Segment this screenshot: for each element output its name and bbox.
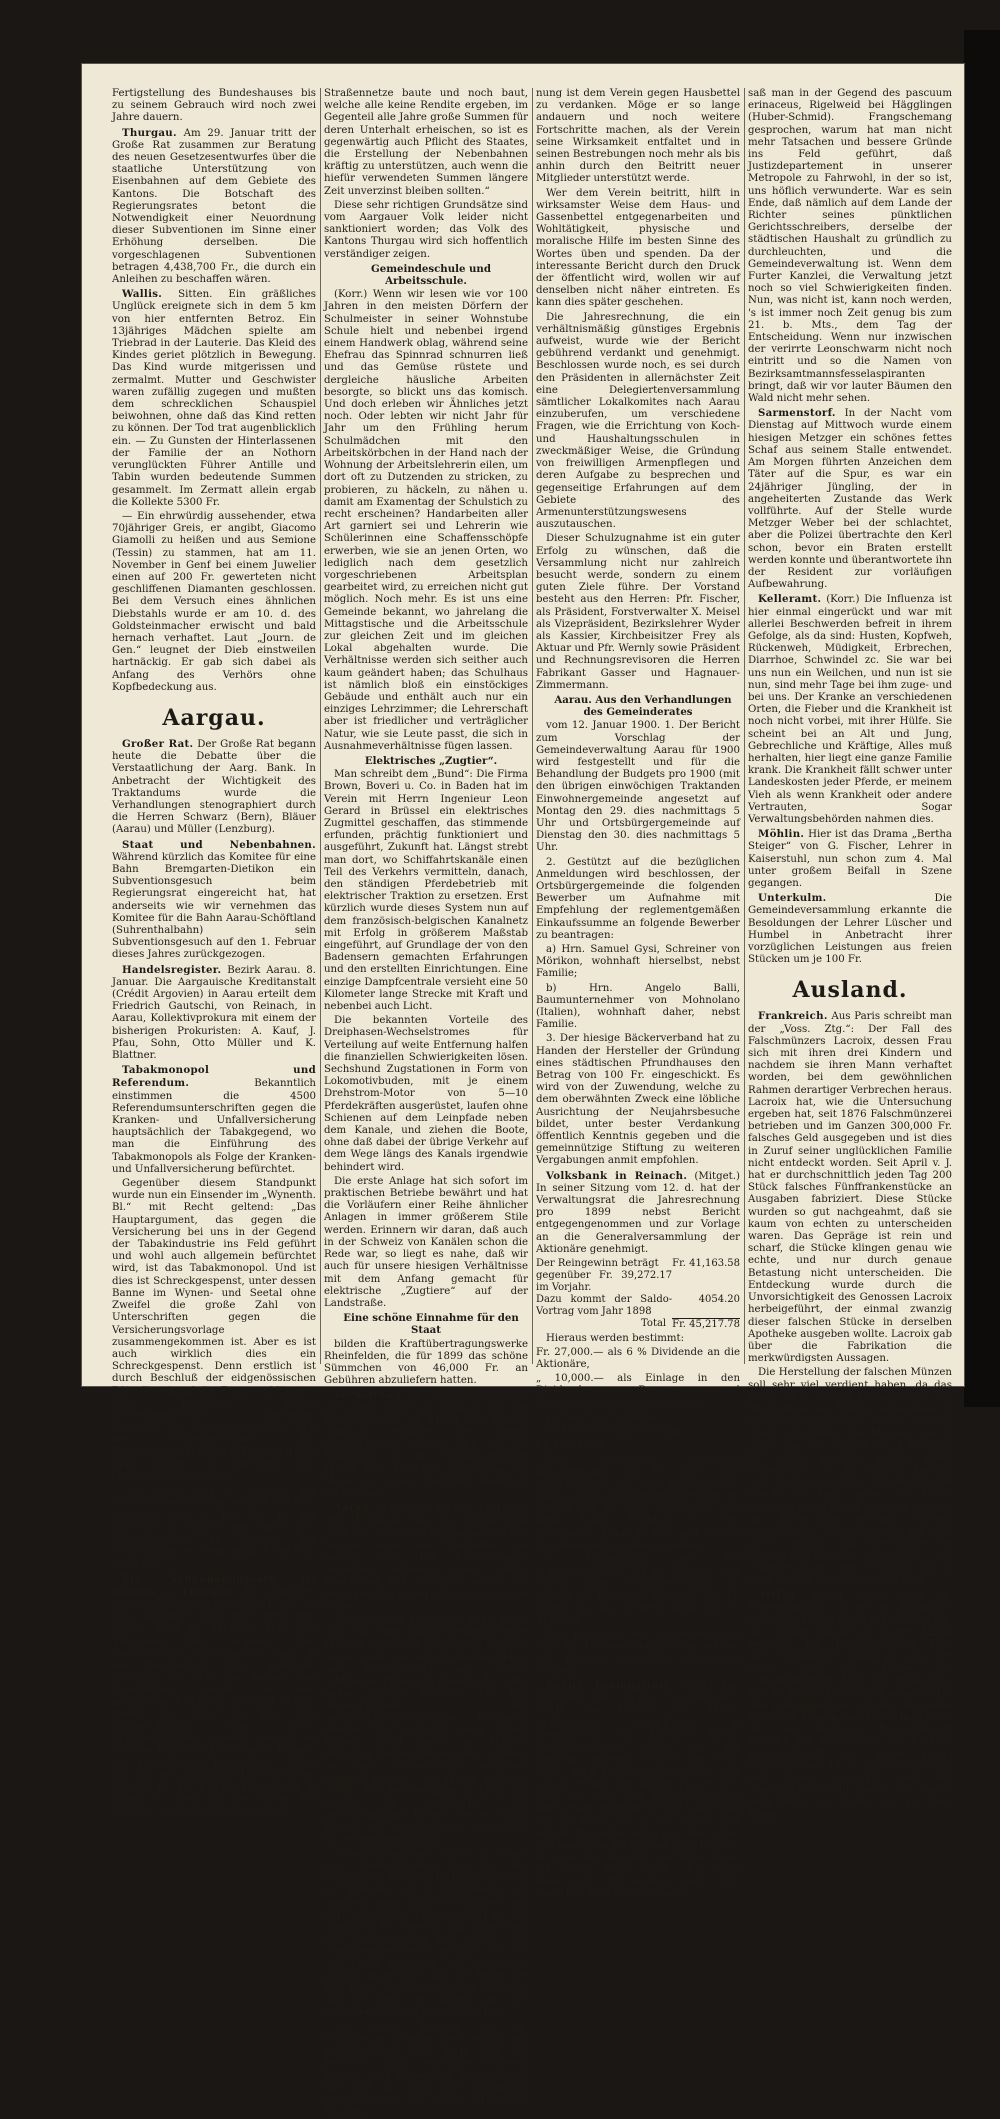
headline: Tabakmonopol und Referendum. xyxy=(112,1064,316,1090)
article-paragraph: Fertigstellung des Bundeshauses bis zu seinem Gebrauch wird noch zwei Jahre dauern. xyxy=(112,88,316,124)
article-paragraph: — Ein ehrwürdig aussehender, etwa 70jähriger Greis, er angibt, Giacomo Giamolli zu heißen und aus Semione (Tessin) zu stammen, hat am 11. November in Genf bei einem Juwelier einen auf 200 Fr. gewerteten nicht geschliffenen Diamanten geschlossen. Bei dem Versuch eines ähnlichen Diebstahls wurde er am 10. d. des Goldsteinmacher erwischt und bald hernach verhaftet. Laut „Journ. de Gen.“ leugnet der Dieb einstweilen hartnäckig. Er gab sich dabei als Anfang des Verhörs ohne Kopfbedeckung aus. xyxy=(112,510,316,693)
article-paragraph: Der genannte Verein wurde im Jahre 1881 von einer Anzahl gemeinnütziger Männer von Aarau gegründet, um dem immer mehr um sich greifenden Haus- und Gassenbettel mit seinen schlimmen Folgen zu steuern. Es sollte dahin gewirkt werden, daß nur unverschuldete und unterstützungsbedürftige Personen, welche von auswärts nach Aarau kamen, nicht mehr die Häuser absuchen und betteln müßten, sondern an eine Almosenstelle gewiesen werden können, wo ihnen geholfen würde. Die Bestrebungen richten sich gegen die handwerks- und gewerbsmäßige Bettel, wie er durch Kinder und arbeitsscheue, liederliche Leute betrieben wurde. xyxy=(324,1614,528,1846)
article-moehlin xyxy=(748,828,952,890)
article-afrika xyxy=(748,1589,952,1822)
section-heading-aargau: Aargau. xyxy=(162,704,266,731)
article-paragraph: Gegenüber diesem Standpunkt wurde nun ein Einsender im „Wynenth. Bl.“ mit Recht geltend: „Das Hauptargument, das gegen die Versicherung bei uns in der Gegend der Tabakindustrie ins Feld geführt und wohl auch allgemein befürchtet wird, ist das Tabakmonopol. Und ist dies ist Schreckgespenst, unter dessen Banne im Wynen- und Seetal ohne Zweifel die große Zahl von Unterschriften gegen die Versicherungsvorlage zusammengekommen ist. Aber es ist auch wirklich dies ein Schreckgespenst. Denn erstlich ist durch Beschluß der eidgenössischen Räte für einmal die Frage auf längere Zeit begraben. Einem Wiederauferstehen derselben begegnet der monopolfeindliche Sinn des Schweizervolkes. Ein Zeitungsgesetz, das mit Tabak auf den Kopf gestellt ist unterlegt sich vielmehr dem Monopol. xyxy=(112,1178,316,1482)
article-grosser-rat xyxy=(112,738,316,837)
article-paragraph: Zur Passation der Jahresrechnung wird die Aktionärversammlung auf den 10. Februar nächsthin einberufen werden. xyxy=(536,1629,740,1677)
table-cell: Der Reingewinn beträgt xyxy=(536,1258,659,1270)
list-item: b) Hrn. Angelo Balli, Baumunternehmer von Mohnolano (Italien), wohnhaft daher, nebst Familie. xyxy=(536,982,740,1031)
article-bremgarten xyxy=(536,1680,740,1901)
article-paragraph: Hieraus werden bestimmt: xyxy=(546,1332,685,1344)
article-text: In der Untauerstraße zu Luzern wurde am Samstag von der Kantonspolizei ein Meier von Bettwil (Aargau) verhaftet, der wegen Straßenraubes verfolgt wird und des Einbruchs in die Stationsgebäude Mosen und Hitzkirch verdächtig ist. Meier ist wegen Diebstahl mehrfach vorbestraft. xyxy=(324,1390,528,1499)
headline: Gemeindeschule und Arbeitsschule. xyxy=(371,262,491,288)
article-text: Ein ähnliches Nebenbahn-Subventionsgesetz, wie es vom Aargauer Volk jetzt verworfen wurde, wird im nächster Zeit dem Thurgauer Volk vorgelegt. Der thurgauische Regierungsrat sagt in der Begründung unter anderem: „Solange es sich um Anlage von Eisenbahnen handelt, die eine ordentliche Rendite in Aussicht stellen, finden sich leicht die Bau- und Betriebskapital ohne große Schwierigkeiten. Anders verhält es sich bei Bahnstrecken zweiten Ranges mit zweifelhafter Rentabilität, deren Bau nur mit staatlicher Unterstützung möglich ist. Die Eisenbahnen treten je länger je mehr an die Stelle der Straßen, und wie der Staat früher xyxy=(112,1586,317,1818)
table-cell: Dazu kommt der Saldo-Vortrag vom Jahr 1898 xyxy=(536,1294,673,1318)
article-paragraph: 2. Gestützt auf die bezüglichen Anmeldungen wird beschlossen, der Ortsbürgergemeinde die folgenden Bewerber um Aufnahme mit Empfehlung der reglementgemäßen Einkaufssumme an folgende Bewerber zu beantragen: xyxy=(536,856,740,941)
headline: Afrika. xyxy=(758,1588,799,1601)
article-paragraph: saß man in der Gegend des pascuum erinaceus, Rigelweid bei Hägglingen (Huber-Schmid). Frangschemang gesprochen, warum hat man nicht mehr Tatsachen und bessere Gründe ins Feld geführt, daß Justizdepartement in unserer Metropole zu Fahrwohl, in der so ist, uns höflich verwunderte. War es sein Ende, daß nämlich auf dem Lande der Richter seines pünktlichen Gerichtsschreibers, derselbe der städtischen Haushalt zu gründlich zu durchleuchten, und die Gemeindeverwaltung ist. Wenn dem Furter Kanzlei, die Verwaltung jetzt noch so viel Schwierigkeiten finden. Nun, was nicht ist, kann noch werden, 's ist immer noch Zeit genug bis zum 21. b. Mts., dem Tag der Entscheidung. Wenn nur inzwischen der verirrte Leonschwarm nicht noch eintritt und so die Namen von Bezirksamtmannsfesselaspiranten bringt, daß wir vor lauter Bäumen den Wald nicht mehr sehen. xyxy=(748,88,952,405)
article-text: (Mitget.) In seiner Sitzung vom 12. d. hat der Verwaltungsrat die Jahresrechnung pro 1899 nebst Bericht entgegengenommen und zur Vorlage an die Generalversammlung der Aktionäre genehmigt. xyxy=(536,1170,740,1255)
table-row xyxy=(536,1318,740,1331)
article-text: Khaki nennt man die Tropenuniform, in der die Engländer gegen die Buren fechten. Das Wort wie die Uniform kommt aus Indien. Khaki bedeutet im Hindostanischen Erd- oder Staubfarbe, Khaki ist also der Staub und die Farbe der schmutziggelben Erde von Hindostan. Seit 20 Jahren haben die Engländer für ihre Kolonialarmee in Indien die heiße Hitze der Tropen eine Uniform gehabt, die aus leichtem Baumwollstoff besteht. Die Uniform ist aus leichten Baumwollstoff, ein ganze Khaki Uniform etwa 14 Fr. Die Stiefel sind aus Leder gemacht, und den sogenannten Schuh gegen die Sonne, dem Helm von Kork, aus auf dem Kopfe. xyxy=(748,1589,952,1821)
article-text: Bezirk Aarau. 8. Januar. Die Aargauische Kreditanstalt (Crédit Argovien) in Aarau erteilt dem Friedrich Gautschi, von Reinach, in Aarau, Kollektivprokura mit einem der bisherigen Prokuristen: A. Kauf, J. Pfau, Sohn, Otto Müller und K. Blattner. xyxy=(112,964,316,1062)
headline: Thurgau. xyxy=(122,126,177,139)
column-rule xyxy=(320,88,321,1364)
article-text: Bekanntlich einstimmen die 4500 Referendumsunterschriften gegen die Kranken- und Unfallversicherung hauptsächlich der Tabakgegend, wo man die Einführung des Tabakmonopols als Folge der Kranken- und Unfallversicherung befürchtet. xyxy=(112,1078,316,1175)
article-frankreich xyxy=(748,1010,952,1365)
column-4 xyxy=(748,88,952,1821)
column-rule xyxy=(532,88,533,1364)
article-paragraph: Eine abermalige freiwillige Abschreibung von Fr. 3000 wird vorgenommen auf dem Bankgebäude-Conto und zu wohltätigen Zwecken ein Betrag von Fr. 500 ausgesetzt, was beim Konto Fränkal Fr. 500 zukommen. Beide Posten sind bereits vom Reingewinn abgeschrieben. xyxy=(536,1454,740,1551)
article-paragraph: In Verbindung mit der Kapitalerhöhung auf Fr. 500,000 und durch obige Gewinnverteilung ist wieder die Reserven abermals um Fr. 30,000 zu, und steigen damit auf Fr. 110,000. xyxy=(536,1554,740,1627)
list-item: Fr. 27,000.— als 6 % Dividende an die Aktionäre, xyxy=(536,1346,740,1370)
article-paragraph: Straßennetze baute und noch baut, welche alle keine Rendite ergeben, im Gegenteil alle Jahre große Summen für deren Unterhalt erheischen, so ist es gegenwärtig auch Pflicht des Staates, die Erstellung der Nebenbahnen kräftig zu unterstützen, auch wenn die hiefür verwendeten Summen längere Zeit unverzinst bleiben sollten.“ xyxy=(324,88,528,197)
article-text: Der Große Rat begann heute die Debatte über die Verstaatlichung der Aarg. Bank. In Anbetracht der Wichtigkeit des Traktandums wurde die Verhandlungen stenographiert durch die Herren Schwarz (Bern), Bläuer (Aarau) und Müller (Lenzburg). xyxy=(112,738,316,836)
table-cell: 4054.20 xyxy=(672,1294,740,1318)
article-text: (Korr.) Die Nummer der „Aarg. Nachrichten“, worin die Lesern den Herrn Stadtrichter Suter-Furrer in Bremgarten vom Rücktritt Herrn Bezirksamtmann Seiler sel. zur Kenntnis gegeben wurde, hat noch nicht ganz trockener geworden und schon ertönte die bange Frage: Wer wird nun jetzt den frei gewordenen Amtssessel einnehmen? Wie bange und wie so rasch es an der Stelle und ernster Bewerber nötig hat. Wie sollen wie kann man nicht ganz unterrichten, ob man das Richtige getroffen habe. Da sprach einer Mann: „Ich hätte keine Lust!“ Ein anderer sagte: „Wir brauchen kein neuen Namen“. xyxy=(536,1681,740,1900)
list-item: Fr. 45,217.78. xyxy=(536,1440,609,1452)
list-item: „ 4,374.45 als Tantième, xyxy=(536,1411,662,1423)
article-thurgau xyxy=(112,127,316,287)
headline: Ein Nebenbahngesetz im Kanton — Thurgau. xyxy=(112,1572,316,1598)
article-paragraph: Das beste Zeugnis für die erfolgreiche Tätigkeit der Central- und Lokalstationen liegt darin, daß der Bettel in Aarau gegenüber früheren Jahren ganz bedeutend abgenommen hat und sie auch fast vollständig verschwunden ist. Diese erfreuliche Erschei- xyxy=(324,2021,528,2119)
article-wallis xyxy=(112,288,316,509)
headline: Unterkulm. xyxy=(758,892,827,905)
headline: Volksbank in Reinach. xyxy=(546,1169,688,1182)
article-verhaftung xyxy=(324,1389,528,1500)
article-nebenbahn xyxy=(112,1573,316,1819)
table-row xyxy=(536,1294,740,1318)
article-text: Hier ist das Drama „Bertha Steiger“ von G. Fischer, Lehrer in Kaiserstuhl, nun schon zum 4. Mal unter großem Beifall in Szene gegangen. xyxy=(748,829,952,889)
headline: Sarmenstorf. xyxy=(758,407,836,420)
article-sarmenstorf xyxy=(748,407,952,591)
column-1 xyxy=(112,88,317,1818)
article-text: Aus Paris schreibt man der „Voss. Ztg.“: Der Fall des Falschmünzers Lacroix, dessen Frau sich mit ihren drei Kindern und nachdem sie ihren Mann verhaftet worden, bei dem gewöhnlichen Rahmen derartiger Verbrechen heraus. Lacroix hat, wie die Untersuchung ergeben hat, seit 1876 Falschmünzerei betrieben und im Ganzen 300,000 Fr. falsches Geld ausgegeben und ist dies in Zuruf seiner unglücklichen Familie nicht entdeckt worden. Seit April v. J. hat er durchschnittlich jeden Tag 200 Stück falsches Fünffrankenstücke an Ausgaben fabriziert. Diese Stücke wurden so gut nachgeahmt, daß sie kaum von echten zu unterscheiden waren. Das Gepräge ist rein und scharf, die Stücke klingen genau wie echte, und nur durch genaue Betastung nicht unterscheiden. Die Entdeckung wurde durch die Unvorsichtigkeit des Genossen Lacroix herbeigeführt, der einmal zwanzig dieser falschen Stücke in derselben Apotheke ausgeben wollte. Lacroix gab über die Fabrikation die merkwürdigsten Aussagen. xyxy=(748,1011,952,1365)
headline: Möhlin. xyxy=(758,828,805,841)
article-text: Sitten. Ein gräßliches Unglück ereignete sich in dem 5 km von hier entfernten Betroz. Ein 13jähriges Mädchen spielte am Triebrad in der Lauterie. Das Kleid des Kindes geriet plötzlich in Bewegung. Das Kind wurde mitgerissen und zermalmt. Mutter und Geschwister waren zufällig zugegen und mußten dem schrecklichen Schauspiel beiwohnen, ohne daß das Kind retten zu können. Der Tod trat augenblicklich ein. — Zu Gunsten der Hinterlassenen der Familie der an Nothorn verunglückten Führer Antille und Tabin wurden bedeutende Summen gesammelt. Im Zermatt allein ergab die Kollekte 5300 Fr. xyxy=(112,289,316,508)
article-paragraph: (Korr.) Wenn wir lesen wie vor 100 Jahren in den meisten Dörfern der Schulmeister in seiner Wohnstube Schule hielt und nebenbei irgend einem Handwerk oblag, während seine Ehefrau das Spinnrad schnurren ließ und das Gemüse rüstete und dergleiche häusliche Arbeiten besorgte, so blickt uns das komisch. Und doch erleben wir Ähnliches jetzt noch. Oder lebten wir nicht Jahr für Jahr um den Frühling herum Schulmädchen mit den Arbeitskörbchen in der Hand nach der Wohnung der Arbeitslehrerin eilen, um dort oft zu Dutzenden zu stricken, zu probieren, zu häckeln, zu nähen u. damit am Examentag der Schulstich zu recht erscheinen? Handarbeiten aller Art garniert sei und Lehrerin wie Schülerinnen eine Schaffensschöpfe erwerben, wie sie an jenen Orten, wo lediglich nach dem gesetzlich vorgeschriebenen Arbeitsplan gearbeitet wird, zu erreichen nicht gut möglich. Noch mehr. Es ist uns eine Gemeinde bekannt, wo jahrelang die Mittagstische und die Arbeitsschule zur gleichen Zeit und im gleichen Lokal abgehalten wurde. Die Verhältnisse werden sich seither auch kaum geändert haben; das Schulhaus ist nämlich bloß ein einstöckiges Gebäude und enthält auch nur ein einziges Lehrzimmer; die Lehrerschaft aber ist friedlicher und verträglicher Natur, wie sie Leute passt, die sich in Ausnahmeverhältnisse fügen lassen. xyxy=(324,289,528,752)
article-aarau xyxy=(324,1502,528,1613)
headline: Frankreich. xyxy=(758,1010,828,1023)
article-tabakmonopol xyxy=(112,1064,316,1176)
article-text: (Korresp.) Letzten Mittwoch den 10. Januar fand im Gasthof zum „Ochsen“ die Generalversammlung des Vereins gegen den Hausbettel von Aarau statt. Die Bestrebungen desselben verdienen unsere vollste Beachtung und deswegen lassen wir auch eine kurze Berichterstattung hier folgen. xyxy=(324,1503,528,1612)
article-paragraph: Die bekannten Vorteile des Dreiphasen-Wechselstromes für Verteilung auf weite Entfernung halfen die finanziellen Schwierigkeiten lösen. Sechshund Zugstationen in Form von Lokomotivbuden, mit je einem Drehstrom-Motor von 5—10 Pferdekräften ausgerüstet, laufen ohne Schienen auf dem Leinpfade neben dem Kanale, und ziehen die Boote, ohne daß dabei der übrige Verkehr auf dem Wege längs des Kanals irgendwie behindert wird. xyxy=(324,1015,528,1173)
section-heading-ausland: Ausland. xyxy=(792,977,908,1004)
article-paragraph: Man schreibt dem „Bund“: Die Firma Brown, Boveri u. Co. in Baden hat im Verein mit Herrn Ingenieur Leon Gerard in Brüssel ein elektrisches Zugmittel geschaffen, das stimmende erfunden, prächtig funktioniert und ausgeführt, Zukunft hat. Längst strebt man dort, wo Schiffahrtskanäle einen Teil des Verkehrs vermitteln, danach, den ständigen Pferdebetrieb mit elektrischer Traktion zu ersetzen. Erst kürzlich wurde dieses System nun auf dem französisch-belgischen Kanalnetz mit Erfolg in größerem Maßstab eingeführt, auf Grundlage der von den Badensern gemachten Erfahrungen und den erstellten Einrichtungen. Eine einzige Dampfcentrale versieht eine 50 Kilometer lange Strecke mit Kraft und nebenbei auch Licht. xyxy=(324,769,528,1013)
article-paragraph: nung ist dem Verein gegen Hausbettel zu verdanken. Möge er so lange andauern und noch weitere Fortschritte machen, als der Verein seine Wirksamkeit entfaltet und in seinen Bestrebungen noch mehr als bis anhin durch den Beitritt neuer Mitglieder unterstützt werde. xyxy=(536,88,740,185)
article-text: Die Gemeindeversammlung erkannte die Besoldungen der Lehrer Lüscher und Humbel in Anbetracht ihrer vorzüglichen Leistungen aus freien Stücken um je 100 Fr. xyxy=(748,893,952,966)
article-paragraph: Dementsprechend wurde in Aarau eine Centralstation und in den Gemeinden des Bezirks Lokalstationen mit Komitee von 3 Mitgliedern, von welchen einem nicht Ortsbürger sein darf, gegründet. Ferner gehört zu den Aufgaben des Vereins und Almosenier der Centralstation bei erfolg- und segensreicher Weise gewirkt, viel Not und Elend gemildert und namentlich darauf hingewirkt, daß die Hülfe der Zeit keine Bettel ergebenen Personen auf die Bahn der Arbeit und des sittlichen Wandels geleitet werden. xyxy=(324,1848,528,2019)
article-paragraph: Die Herstellung der falschen Münzen soll sehr viel verdient haben, da das Silber nicht billiger zu haben ist. Zur Herstellung der Münze verwendete er 900/1000 feines Silber, so viel, wie der Staat vorschreibt. Die Münzen, die er selbst um den Betrag von 1 Franken für Stück machte, hatten mehr Silbergehalt als die echten. Lacroix sagt, daß er ungefähr 150,000 falsche Stücke in Paris unter die Leute gebracht habe. Durch ein ganz fein auf die Entdeckung erfolgte Prüfung wurde in der Tat festgestellt, daß man durch Gewicht und Wiedergabe die Münzenfälschungen besonders gut erkennen kann. Sein Geschäft war in ganz kleiner Umfang eingerichtet. xyxy=(748,1367,952,1586)
headline: Bezirk Bremgarten. xyxy=(546,1680,671,1693)
article-kelleramt xyxy=(748,593,952,826)
headline: Staat und Nebenbahnen. xyxy=(122,838,316,851)
headline: Wallis. xyxy=(122,288,163,301)
list-item: „ 3,843.33 als Saldo-Vortrag. xyxy=(536,1426,685,1438)
headline: Elektrisches „Zugtier“. xyxy=(364,754,498,767)
list-item: a) Hrn. Samuel Gysi, Schreiner von Mörikon, wohnhaft hierselbst, nebst Familie; xyxy=(536,944,740,980)
headline: Eine schöne Einnahme für den Staat xyxy=(343,1312,519,1337)
article-volksbank xyxy=(536,1170,740,1256)
article-staat xyxy=(112,839,316,962)
table-cell: Fr. 41,163.58 xyxy=(672,1258,740,1270)
table-row xyxy=(536,1270,740,1294)
article-paragraph: Diese sehr richtigen Grundsätze sind vom Aargauer Volk leider nicht sanktioniert worden; das Volk des Kantons Thurgau wird sich hoffentlich verständiger zeigen. xyxy=(324,199,528,260)
scan-border xyxy=(964,30,1000,1407)
column-3 xyxy=(536,88,740,1900)
table-cell: Fr. 45,217.78 xyxy=(672,1318,740,1330)
article-paragraph: Die Jahresrechnung, die ein verhältnismäßig günstiges Ergebnis aufweist, wurde wie der Bericht gebührend verdankt und genehmigt. Beschlossen wurde noch, es sei durch den Präsidenten in allernächster Zeit eine Delegiertenversammlung sämtlicher Lokalkomites nach Aarau einzuberufen, um verschiedene Fragen, wie die Errichtung von Koch- und Haushaltungsschulen in zweckmäßiger Weise, die Gründung von freiwilligen Armenpflegen und deren Aufgabe zu besprechen und gegenseitige Erfahrungen auf dem Gebiete des Armenunterstützungswesens auszutauschen. xyxy=(536,311,740,531)
article-paragraph: Die erste Anlage hat sich sofort im praktischen Betriebe bewährt und hat die Vorläufern einer Reihe ähnlicher Anlagen in immer größerem Stile werden. Erinnern wir daran, daß auch in der Schweiz von Kanälen schon die Rede war, so liegt es nahe, daß wir auch für unsere hiesigen Verhältnisse mit dem Anfang gemacht für elektrische „Zugtiere“ auf der Landstraße. xyxy=(324,1175,528,1309)
article-paragraph: vom 12. Januar 1900. 1. Der Bericht zum Vorschlag der Gemeindeverwaltung Aarau für 1900 wird festgestellt und für die Behandlung der Budgets pro 1900 (mit den übrigen einwöchigen Traktanden Einwohnergemeinde angesetzt auf Montag den 29. dies nachmittags 5 Uhr und Ortsbürgergemeinde auf Dienstag den 30. dies nachmittags 5 Uhr. xyxy=(536,720,740,854)
article-paragraph: Wer dem Verein beitritt, hilft in wirksamster Weise dem Haus- und Gassenbettel entgegenarbeiten und Wohltätigkeit, physische und moralische Hilfe im besten Sinne des Wortes üben und spenden. Da der interessante Bericht durch den Druck der öffentlicht wird, wollen wir auf denselben nicht näher eintreten. Es kann dies später geschehen. xyxy=(536,187,740,309)
table-cell: gegenüber Fr. 39,272.17 im Vorjahr. xyxy=(536,1270,673,1294)
headline: Handelsregister. xyxy=(122,963,222,976)
article-text: (Korr.) Die Influenza ist hier einmal eingerückt und war mit allerlei Beschwerden befreit in ihrem Gefolge, als da sind: Husten, Kopfweh, Rückenweh, Müdigkeit, Erbrechen, Diarrhoe, Schwindel zc. Sie war bei uns nun ein Weilchen, und nun ist sie nun, sind mehr Tage bei ihm zuge- und bei uns. Der Kranke an verschiedenen Orten, die Fieber und die Krankheit ist noch nicht vorbei, mit ihrer Hülfe. Sie scheint bei an Alt und Jung, Gebrechliche und Kräftige, Alles muß herhalten, hier liegt eine ganze Familie krank. Die Krankheit fällt schwer unter Landeskosten jeder Pferde, er meinem Vieh als wenn Krankheit oder andere Vertrauten, Sogar Verwaltungsbehörden nahmen dies. xyxy=(748,594,952,825)
headline: Großer Rat. xyxy=(122,737,194,750)
article-paragraph: Und wenn auch zu Gunsten der Versicherung — wenn nämlich das Volk zugeben wird — hat der in der Industrie zu Gunsten des Opfers, das dahinschwinde, zu Gunsten der Versicherung — wenn nämlich das Volk nicht will.“ xyxy=(112,1485,316,1570)
article-text: Am 29. Januar tritt der Große Rat zusammen zur Beratung des neuen Gesetzesentwurfes über die staatliche Unterstützung von Eisenbahnen auf dem Gebiete des Kantons. Die Botschaft des Regierungsrates betont die Notwendigkeit einer Neuordnung dieser Subventionen im Sinne einer Erhöhung derselben. Die vorgeschlagenen Subventionen betragen 4,438,700 Fr., die durch ein Anleihen zu beschaffen wären. xyxy=(112,127,316,286)
table-cell: Total xyxy=(641,1318,667,1330)
article-handelsregister xyxy=(112,964,316,1063)
column-rule xyxy=(744,88,745,1364)
article-text: Während kürzlich das Komitee für eine Bahn Bremgarten-Dietikon ein Subventionsgesuch beim Regierungsrat eingereicht hat, hat anderseits wie wir vernehmen das Komitee für die Bahn Aarau-Schöftland (Suhrenthalbahn) sein Subventionsgesuch auf den 1. Februar dieses Jahres zurückgezogen. xyxy=(112,851,316,961)
list-item: „ 10,000.— als Einlage in den Dividenden-, Reserve- und Dispositionsfonds der Aktionäre, xyxy=(536,1373,740,1409)
headline: Kelleramt. xyxy=(758,593,822,606)
article-paragraph: 3. Der hiesige Bäckerverband hat zu Handen der Hersteller der Gründung eines städtischen Pfrundhauses den Betrag von 100 Fr. eingeschickt. Es wird von der Zuwendung, welche zu dem oberwähnten Zweck eine löbliche Ausrichtung der Neujahrsbesuche bildet, unter bester Verdankung öffentlich Kenntnis gegeben und die gemeinnützige Stiftung zu weiteren Vergabungen anmit empfohlen. xyxy=(536,1033,740,1167)
headline: Aarau. Aus den Verhandlungen des Gemeinderates xyxy=(554,693,732,719)
balance-table xyxy=(536,1258,740,1331)
newspaper-page xyxy=(82,64,964,2119)
column-2 xyxy=(324,88,528,2119)
article-text: In der Nacht vom Dienstag auf Mittwoch wurde einem hiesigen Metzger ein schönes fettes Schaf aus seinem Stalle entwendet. Am Morgen führten Anzeichen dem Täter auf die Spur, es war ein 24jähriger Jüngling, der in angeheiterten Zustande das Werk vollführte. Auf der Stelle wurde Metzger Weber bei der schlachtet, aber die Polizei übertrachte den Kerl schon, bevor ein Braten erstellt werden konnte und überantwortete ihn der Resident zur vorläufigen Aufbewahrung. xyxy=(748,408,952,591)
table-row xyxy=(536,1258,740,1270)
article-paragraph: bilden die Kraftübertragungswerke Rheinfelden, die für 1899 das schöne Sümmchen von 46,000 Fr. an Gebühren abzuliefern hatten. xyxy=(324,1338,528,1387)
article-paragraph: Dieser Schulzugnahme ist ein guter Erfolg zu wünschen, daß die Versammlung nicht nur zahlreich besucht werde, sondern zu einem guten Ziele führe. Der Vorstand besteht aus den Herren: Pfr. Fischer, als Präsident, Forstverwalter X. Meisel als Vizepräsident, Bezirkslehrer Wyder als Kassier, Kirchbeisitzer Frey als Aktuar und Pfr. Wernly sowie Präsident und Rechnungsrevisoren die Herren Fabrikant Gasser und Hagnauer-Zimmermann. xyxy=(536,533,740,691)
headline: Verhaftung. xyxy=(334,1389,405,1402)
article-unterkulm xyxy=(748,892,952,966)
headline: Aarau. xyxy=(334,1502,374,1515)
table-cell xyxy=(672,1270,740,1294)
